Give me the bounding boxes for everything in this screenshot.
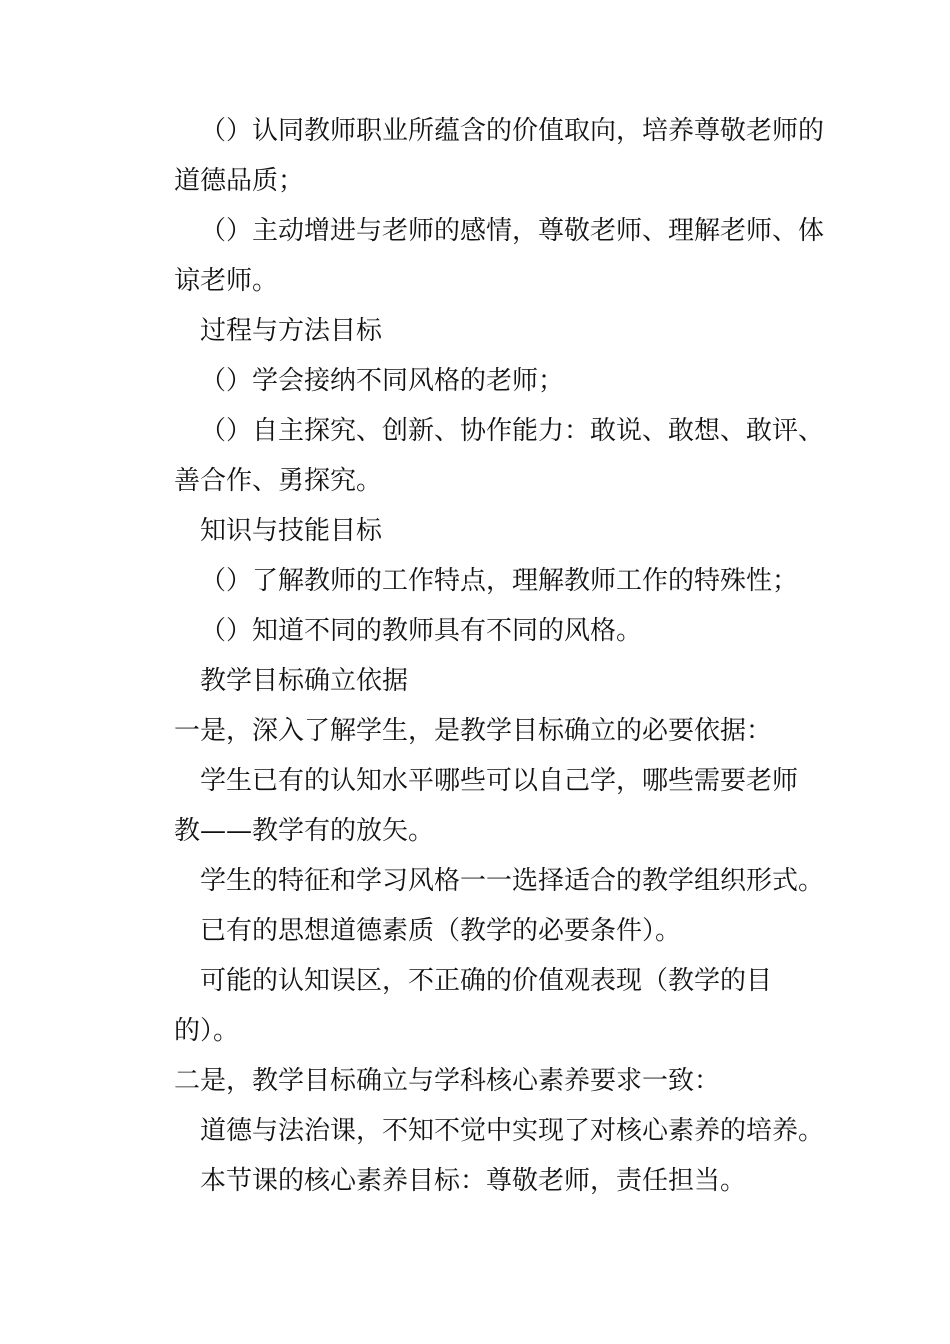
- paragraph-line: 可能的认知误区，不正确的价值观表现（教学的目: [200, 966, 773, 996]
- paragraph-line: （）认同教师职业所蕴含的价值取向，培养尊敬老师的: [200, 116, 825, 146]
- paragraph-line: 道德品质；: [174, 166, 305, 196]
- paragraph-line: （）学会接纳不同风格的老师；: [200, 366, 565, 396]
- paragraph-line: 道德与法治课，不知不觉中实现了对核心素养的培养。: [200, 1116, 825, 1146]
- paragraph-line: 一是，深入了解学生，是教学目标确立的必要依据：: [174, 716, 773, 746]
- paragraph-line: 二是，教学目标确立与学科核心素养要求一致：: [174, 1066, 721, 1096]
- paragraph-line: 已有的思想道德素质（教学的必要条件）。: [200, 916, 682, 946]
- section-heading: 教学目标确立依据: [200, 666, 409, 696]
- paragraph-line: （）了解教师的工作特点，理解教师工作的特殊性；: [200, 566, 799, 596]
- paragraph-line: 的）。: [174, 1016, 240, 1046]
- document-body: [174, 106, 825, 1206]
- paragraph-line: （）自主探究、创新、协作能力：敢说、敢想、敢评、: [200, 416, 825, 446]
- paragraph-line: 善合作、勇探究。: [174, 466, 383, 496]
- paragraph-line: 本节课的核心素养目标：尊敬老师，责任担当。: [200, 1166, 747, 1196]
- section-heading: 过程与方法目标: [200, 316, 383, 346]
- paragraph-line: 学生的特征和学习风格一一选择适合的教学组织形式。: [200, 866, 825, 896]
- section-heading: 知识与技能目标: [200, 516, 383, 546]
- paragraph-line: 谅老师。: [174, 266, 279, 296]
- paragraph-line: （）知道不同的教师具有不同的风格。: [200, 616, 643, 646]
- paragraph-line: 教——教学有的放矢。: [174, 816, 435, 846]
- paragraph-line: 学生已有的认知水平哪些可以自己学，哪些需要老师: [200, 766, 799, 796]
- paragraph-line: （）主动增进与老师的感情，尊敬老师、理解老师、体: [200, 216, 825, 246]
